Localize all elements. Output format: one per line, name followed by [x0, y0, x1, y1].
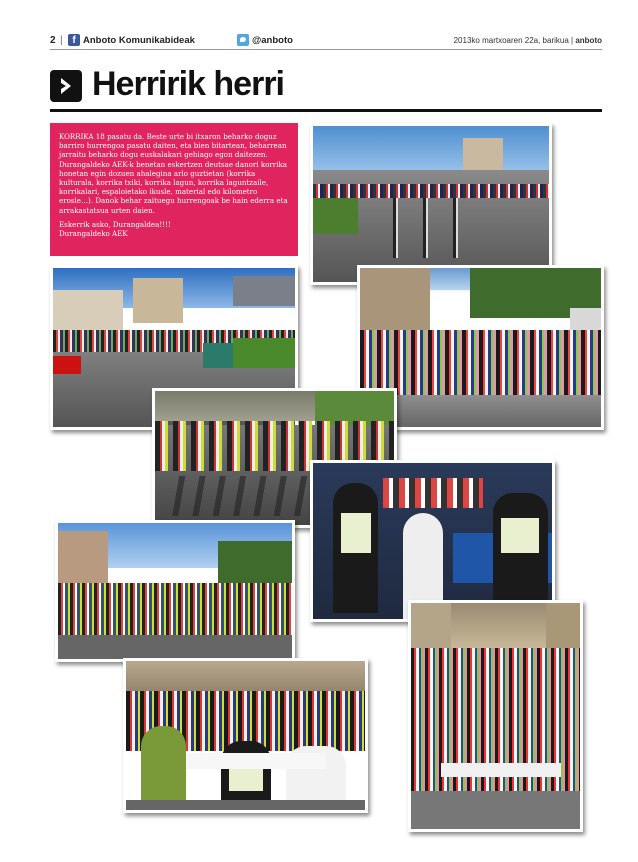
- section-title: Herririk herri: [92, 65, 284, 103]
- article-thanks: Eskerrik asko, Durangaldea!!!!: [59, 219, 171, 229]
- photo-road-runners: [310, 123, 552, 285]
- photo-hillside-crowd: [55, 520, 295, 662]
- article-signature: Durangaldeko AEK: [59, 229, 128, 239]
- twitter-icon: [237, 34, 249, 46]
- header-bar: [50, 34, 602, 50]
- photo-banner-front: [123, 658, 368, 813]
- twitter-label: @anboto: [252, 35, 293, 46]
- arrow-right-icon: [50, 70, 82, 102]
- brand-name: anboto: [575, 36, 602, 45]
- header-date: [454, 36, 602, 45]
- photo-korrika-runners: [310, 460, 555, 622]
- article-paragraph: KORRIKA 18 pasatu da. Beste urte bi itxaron beharko doguz barriro hurrengoa pasatu daiten, eta bien bitartean, beharrean jarraitu beharko dogu euskalakari gehiago egon daitezen. Durangaldeko AEK-k benetan eskertzen deutsae danori korrika honetan egin dozuen ahalegina arlo guztietan (korrika kulturala, korrika txiki, korrika lagun, korrika laguntzaile, korrikalari, espaloietako ikusle, material edo kilometro erosle…). Danok behar zaituegu hurrengoak be hain ederra eta arrakastatsua urten daien.: [59, 132, 288, 215]
- facebook-icon: f: [68, 34, 80, 46]
- section-heading: [50, 65, 602, 108]
- article-box: [50, 123, 298, 256]
- header-divider: [50, 49, 602, 50]
- title-divider: [50, 109, 602, 112]
- facebook-label: Anboto Komunikabideak: [83, 35, 195, 46]
- header-separator: |: [60, 35, 63, 46]
- page-number: 2: [50, 35, 56, 46]
- photo-narrow-street: [408, 600, 583, 832]
- date-text: 2013ko martxoaren 22a, barikua |: [453, 36, 574, 45]
